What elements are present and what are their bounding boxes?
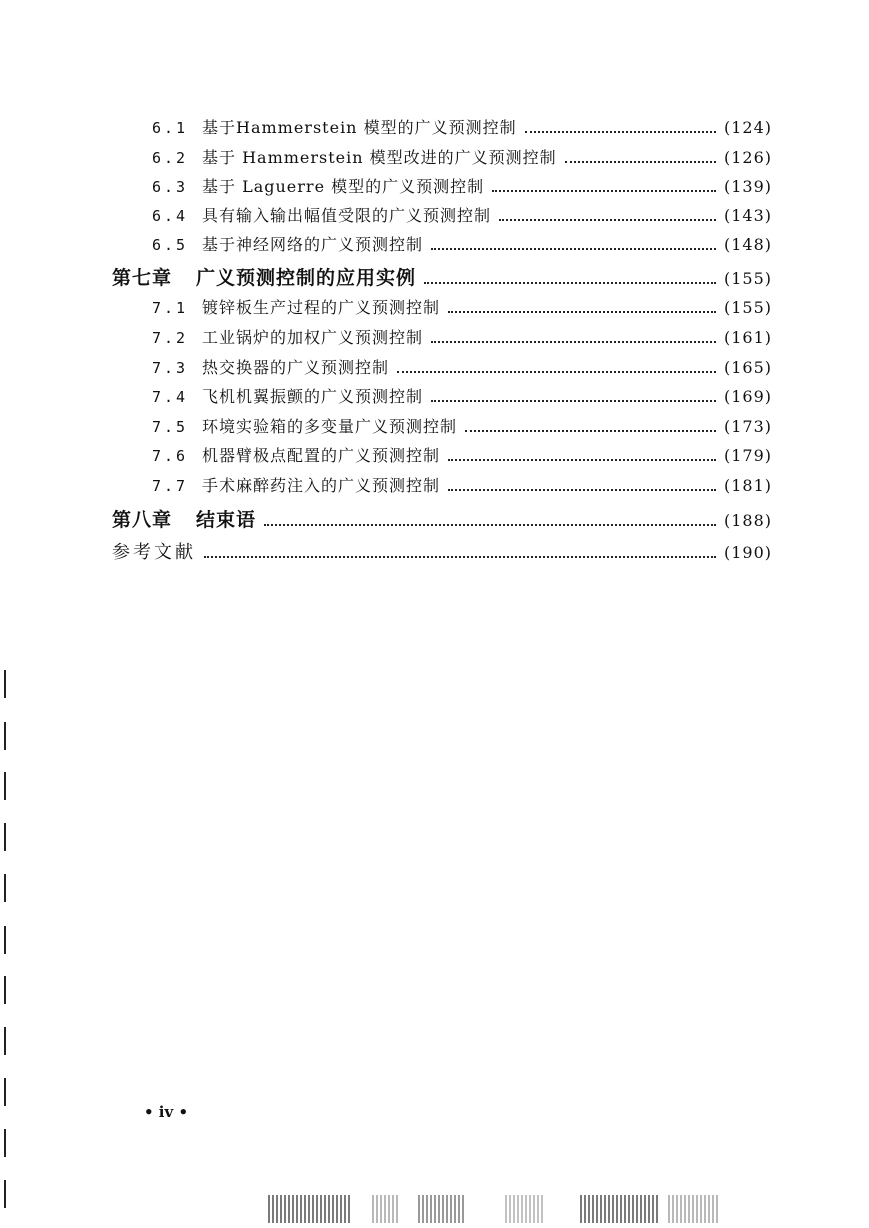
page-number: (190) [723, 543, 772, 562]
scan-artifact [268, 1195, 350, 1223]
scan-mark [4, 1180, 6, 1208]
scan-mark [4, 874, 6, 902]
page-number: (165) [723, 358, 772, 377]
dot-leader [424, 281, 716, 284]
section-title: 飞机机翼振颤的广义预测控制 [202, 387, 424, 406]
toc-entry-6-1[interactable] [112, 115, 772, 141]
page-number: (173) [723, 417, 772, 436]
chapter-label: 第七章 [112, 267, 173, 289]
toc-entry-7-4[interactable] [112, 384, 772, 410]
scan-mark [4, 1027, 6, 1055]
scan-mark [4, 670, 6, 698]
section-title: 基于Hammerstein 模型的广义预测控制 [202, 118, 517, 137]
page-number: (148) [723, 235, 772, 254]
section-number: 7.1 [152, 299, 189, 317]
dot-leader [565, 160, 716, 163]
section-title: 机器臂极点配置的广义预测控制 [202, 446, 441, 465]
page-number: (181) [723, 476, 772, 495]
page-number: (155) [723, 269, 772, 288]
scan-artifact [418, 1195, 466, 1223]
page-number: (179) [723, 446, 772, 465]
toc-chapter-8[interactable] [112, 505, 772, 531]
section-title: 基于 Hammerstein 模型改进的广义预测控制 [202, 148, 557, 167]
section-number: 7.4 [152, 388, 189, 406]
dot-leader [448, 488, 716, 491]
scan-mark [4, 926, 6, 954]
section-number: 6.1 [152, 119, 189, 137]
dot-leader [525, 130, 716, 133]
scan-artifact [668, 1195, 718, 1223]
toc-entry-6-2[interactable] [112, 145, 772, 171]
section-number: 7.7 [152, 477, 189, 495]
dot-leader [448, 458, 716, 461]
section-title: 环境实验箱的多变量广义预测控制 [202, 417, 458, 436]
toc-entry-7-1[interactable] [112, 295, 772, 321]
toc-entry-7-2[interactable] [112, 325, 772, 351]
page-number: (161) [723, 328, 772, 347]
page-number: (155) [723, 298, 772, 317]
section-title: 基于 Laguerre 模型的广义预测控制 [202, 177, 485, 196]
section-title: 具有输入输出幅值受限的广义预测控制 [202, 206, 492, 225]
section-number: 7.2 [152, 329, 189, 347]
dot-leader [397, 370, 716, 373]
scan-mark [4, 976, 6, 1004]
scan-mark [4, 1078, 6, 1106]
toc-entry-6-3[interactable] [112, 174, 772, 200]
section-number: 7.6 [152, 447, 189, 465]
section-number: 6.2 [152, 149, 189, 167]
section-title: 基于神经网络的广义预测控制 [202, 235, 424, 254]
dot-leader [431, 247, 716, 250]
section-title: 手术麻醉药注入的广义预测控制 [202, 476, 441, 495]
chapter-title: 广义预测控制的应用实例 [196, 267, 417, 289]
section-number: 6.3 [152, 178, 189, 196]
section-title: 工业锅炉的加权广义预测控制 [202, 328, 424, 347]
page-number: (188) [723, 511, 772, 530]
page-number: (139) [723, 177, 772, 196]
scan-margin-marks [4, 660, 8, 1220]
section-number: 6.4 [152, 207, 189, 225]
dot-leader [448, 310, 716, 313]
section-number: 7.3 [152, 359, 189, 377]
dot-leader [204, 555, 716, 558]
toc-entry-7-5[interactable] [112, 414, 772, 440]
section-title: 镀锌板生产过程的广义预测控制 [202, 298, 441, 317]
toc-entry-7-3[interactable] [112, 355, 772, 381]
references-title: 参考文献 [112, 542, 196, 563]
section-number: 6.5 [152, 236, 189, 254]
scan-mark [4, 823, 6, 851]
dot-leader [499, 218, 716, 221]
toc-chapter-7[interactable] [112, 263, 772, 289]
scan-artifact [372, 1195, 400, 1223]
scan-mark [4, 772, 6, 800]
chapter-label: 第八章 [112, 509, 173, 531]
chapter-title: 结束语 [196, 509, 257, 531]
page-number: (124) [723, 118, 772, 137]
scan-mark [4, 722, 6, 750]
toc-entry-7-7[interactable] [112, 473, 772, 499]
toc-entry-6-4[interactable] [112, 203, 772, 229]
toc-entry-6-5[interactable] [112, 232, 772, 258]
toc-references[interactable] [112, 538, 772, 564]
page-number: (126) [723, 148, 772, 167]
dot-leader [431, 340, 716, 343]
dot-leader [264, 523, 716, 526]
page-folio: • iv • [144, 1103, 189, 1121]
dot-leader [465, 429, 716, 432]
page-number: (143) [723, 206, 772, 225]
section-number: 7.5 [152, 418, 189, 436]
scan-artifact [580, 1195, 660, 1223]
page-number: (169) [723, 387, 772, 406]
dot-leader [431, 399, 716, 402]
toc-entry-7-6[interactable] [112, 443, 772, 469]
scan-mark [4, 1129, 6, 1157]
dot-leader [492, 189, 716, 192]
scan-artifact [505, 1195, 545, 1223]
section-title: 热交换器的广义预测控制 [202, 358, 390, 377]
